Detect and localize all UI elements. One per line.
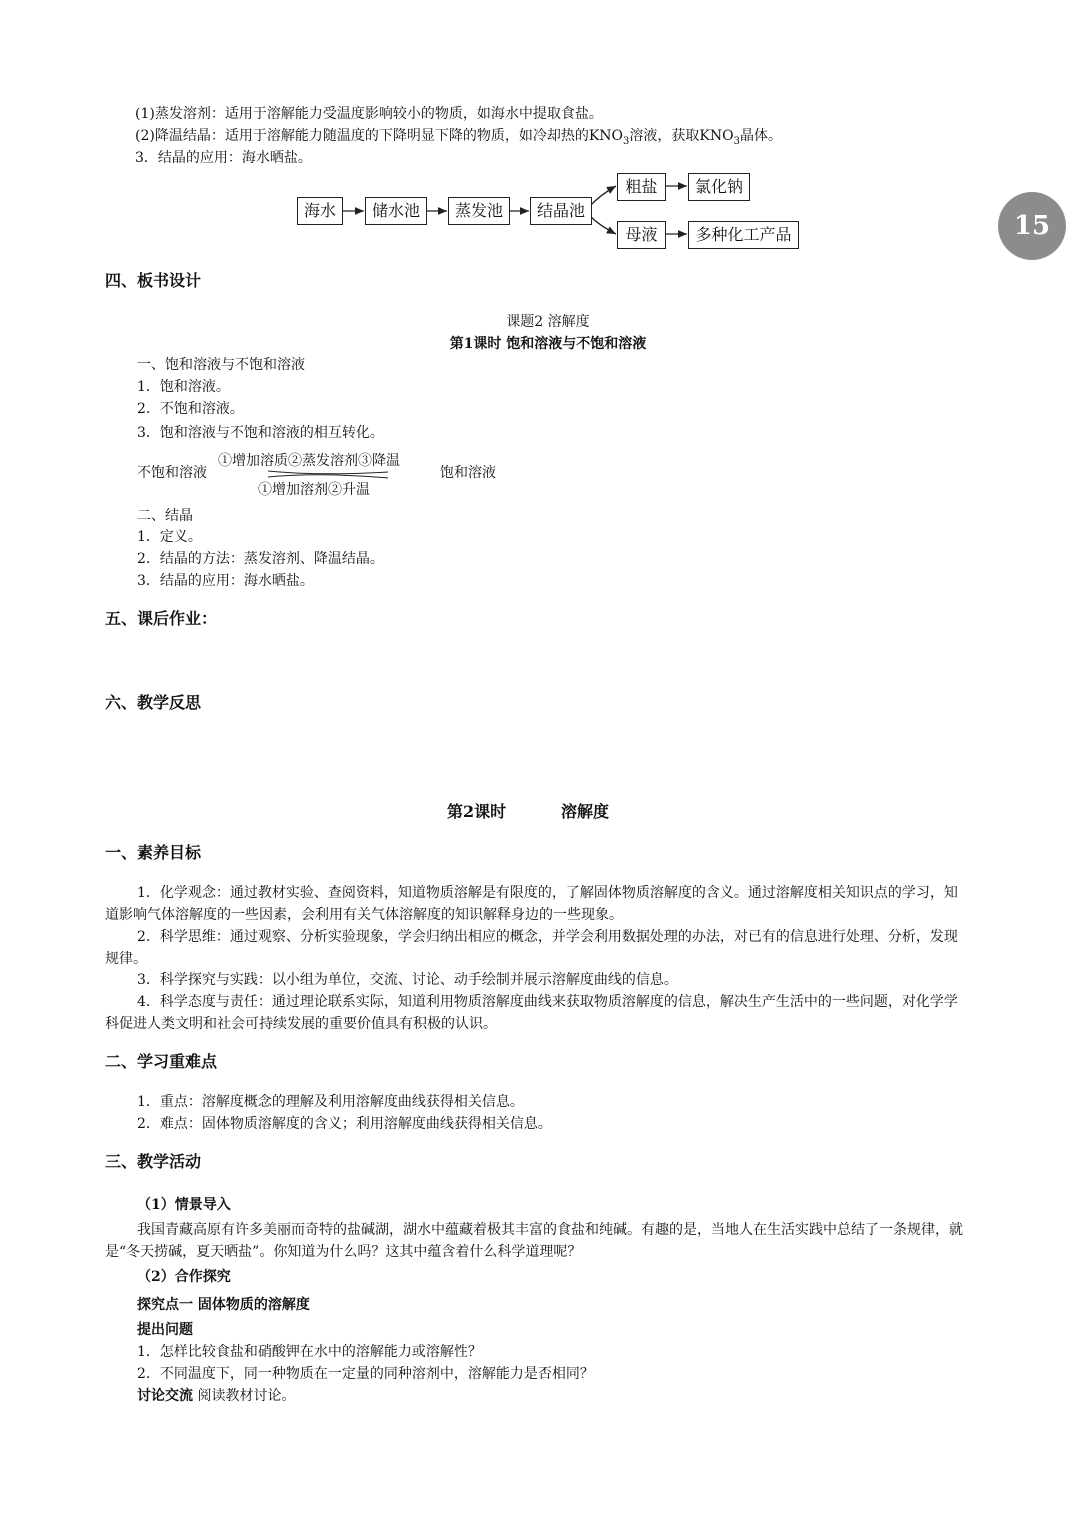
method-evaporation-line: (1)蒸发溶剂：适用于溶解能力受温度影响较小的物质，如海水中提取食盐。 bbox=[135, 106, 603, 122]
discussion-line bbox=[137, 1386, 295, 1406]
subscript-3: 3 bbox=[733, 135, 740, 147]
board-line: 二、结晶 bbox=[137, 508, 193, 524]
flow-box-nacl: 氯化钠 bbox=[688, 173, 750, 201]
flow-box-storage: 储水池 bbox=[365, 197, 427, 225]
flow-box-evaporation: 蒸发池 bbox=[448, 197, 510, 225]
conversion-bottom-condition: ①增加溶剂②升温 bbox=[258, 482, 370, 498]
flow-box-crystallization: 结晶池 bbox=[530, 197, 592, 225]
board-line: 3．饱和溶液与不饱和溶液的相互转化。 bbox=[137, 425, 384, 441]
section-heading-homework: 五、课后作业： bbox=[105, 609, 218, 628]
board-line: 1．定义。 bbox=[137, 529, 202, 545]
goal-paragraph: 3．科学探究与实践：以小组为单位，交流、讨论、动手绘制并展示溶解度曲线的信息。 bbox=[137, 972, 678, 988]
cooling-text-a: (2)降温结晶：适用于溶解能力随温度的下降明显下降的物质，如冷却热的KNO bbox=[135, 128, 624, 144]
key-point-line: 1．重点：溶解度概念的理解及利用溶解度曲线获得相关信息。 bbox=[137, 1094, 524, 1110]
board-subtitle: 第1课时 饱和溶液与不饱和溶液 bbox=[449, 336, 647, 352]
goal-paragraph: 2．科学思维：通过观察、分析实验现象，学会归纳出相应的概念，并学会利用数据处理的办法，对已有的信息进行处理、分析，发现规律。 bbox=[105, 929, 958, 967]
flow-box-crude-salt: 粗盐 bbox=[617, 173, 666, 201]
arrow-to-mother-liquor bbox=[590, 216, 616, 234]
cooling-text-c: 晶体。 bbox=[739, 128, 782, 144]
conversion-left-label: 不饱和溶液 bbox=[137, 465, 207, 481]
section-heading-goals: 一、素养目标 bbox=[105, 843, 202, 862]
flow-box-chem-products: 多种化工产品 bbox=[688, 221, 799, 249]
discussion-label: 讨论交流 bbox=[137, 1388, 193, 1404]
board-line: 1．饱和溶液。 bbox=[137, 379, 230, 395]
question-line: 2．不同温度下，同一种物质在一定量的同种溶剂中，溶解能力是否相同？ bbox=[137, 1366, 594, 1382]
key-point-line: 2．难点：固体物质溶解度的含义；利用溶解度曲线获得相关信息。 bbox=[137, 1116, 552, 1132]
flow-box-seawater: 海水 bbox=[297, 197, 343, 225]
conversion-right-label: 饱和溶液 bbox=[440, 465, 496, 481]
subheading-intro: （1）情景导入 bbox=[137, 1197, 231, 1213]
board-line: 2．不饱和溶液。 bbox=[137, 401, 244, 417]
arrow-to-crude-salt bbox=[590, 186, 616, 206]
conversion-top-condition: ①增加溶质②蒸发溶剂③降温 bbox=[218, 453, 400, 469]
goal-paragraph: 4．科学态度与责任：通过理论联系实际，知道利用物质溶解度曲线来获取物质溶解度的信息，解决生产生活中的一些问题，对化学学科促进人类文明和社会可持续发展的重要价值具有积极的认识。 bbox=[105, 994, 958, 1032]
flow-box-mother-liquor: 母液 bbox=[617, 221, 666, 249]
goal-paragraph: 1．化学观念：通过教材实验、查阅资料，知道物质溶解是有限度的，了解固体物质溶解度的含义。通过溶解度相关知识点的学习，知道影响气体溶解度的一些因素，会利用有关气体溶解度的知识解释身边的一些现象。 bbox=[105, 885, 958, 923]
section-heading-activities: 三、教学活动 bbox=[105, 1152, 202, 1171]
application-line: 3．结晶的应用：海水晒盐。 bbox=[135, 150, 312, 166]
board-line: 2．结晶的方法：蒸发溶剂、降温结晶。 bbox=[137, 551, 384, 567]
board-title: 课题2 溶解度 bbox=[506, 314, 590, 330]
explore-point-title: 探究点一 固体物质的溶解度 bbox=[137, 1297, 310, 1313]
lesson2-title-part: 第2课时 bbox=[447, 802, 507, 821]
subheading-cooperative: （2）合作探究 bbox=[137, 1269, 231, 1285]
lesson2-title-topic: 溶解度 bbox=[561, 802, 610, 821]
subscript-3: 3 bbox=[623, 135, 630, 147]
board-line: 一、饱和溶液与不饱和溶液 bbox=[137, 357, 305, 373]
question-line: 1．怎样比较食盐和硝酸钾在水中的溶解能力或溶解性？ bbox=[137, 1344, 482, 1360]
board-line: 3．结晶的应用：海水晒盐。 bbox=[137, 573, 314, 589]
question-heading: 提出问题 bbox=[137, 1322, 193, 1338]
cooling-text-b: 溶液，获取KNO bbox=[629, 128, 734, 144]
intro-paragraph: 我国青藏高原有许多美丽而奇特的盐碱湖，湖水中蕴藏着极其丰富的食盐和纯碱。有趣的是，当地人在生活实践中总结了一条规律，就是“冬天捞碱，夏天晒盐”。你知道为什么吗？这其中蕴含着什么科学道理呢？ bbox=[105, 1222, 963, 1260]
section-heading-board-design: 四、板书设计 bbox=[105, 271, 202, 290]
section-heading-key-points: 二、学习重难点 bbox=[105, 1052, 218, 1071]
section-heading-reflection: 六、教学反思 bbox=[105, 693, 202, 712]
discussion-text: 阅读教材讨论。 bbox=[197, 1388, 296, 1404]
page-number-badge: 15 bbox=[998, 192, 1066, 260]
